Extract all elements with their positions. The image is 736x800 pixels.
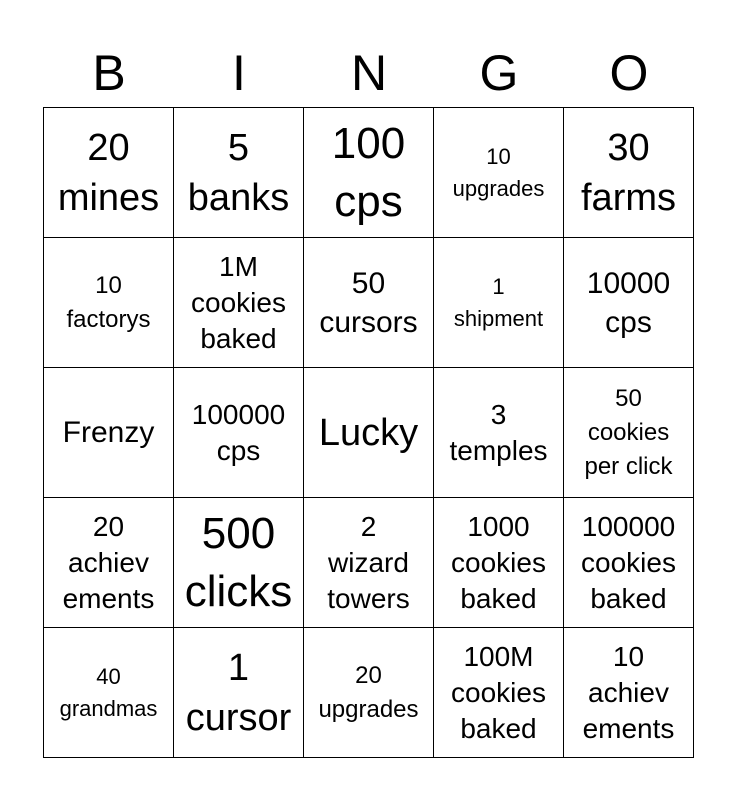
bingo-cell[interactable]: 1M cookies baked <box>174 238 304 368</box>
bingo-cell[interactable]: 100000 cps <box>174 368 304 498</box>
bingo-cell[interactable]: 100000 cookies baked <box>564 498 694 628</box>
bingo-cell[interactable]: Frenzy <box>44 368 174 498</box>
bingo-cell[interactable]: 1000 cookies baked <box>434 498 564 628</box>
bingo-cell[interactable]: 50 cursors <box>304 238 434 368</box>
bingo-cell[interactable]: 2 wizard towers <box>304 498 434 628</box>
bingo-cell[interactable]: 100M cookies baked <box>434 628 564 758</box>
bingo-cell[interactable]: 5 banks <box>174 108 304 238</box>
bingo-cell[interactable]: 1 shipment <box>434 238 564 368</box>
bingo-cell[interactable]: 3 temples <box>434 368 564 498</box>
header-letter-i: I <box>232 45 246 101</box>
header-letter-o: O <box>609 45 649 101</box>
bingo-cell[interactable]: 50 cookies per click <box>564 368 694 498</box>
header-letter-b: B <box>92 45 126 101</box>
bingo-cell[interactable]: 20 upgrades <box>304 628 434 758</box>
bingo-cell[interactable]: 10 upgrades <box>434 108 564 238</box>
bingo-cell[interactable]: 10000 cps <box>564 238 694 368</box>
bingo-cell[interactable]: 20 mines <box>44 108 174 238</box>
bingo-header <box>44 40 694 106</box>
bingo-cell[interactable]: 40 grandmas <box>44 628 174 758</box>
bingo-cell[interactable]: 500 clicks <box>174 498 304 628</box>
header-letter-n: N <box>350 45 388 101</box>
bingo-cell[interactable]: 10 achiev ements <box>564 628 694 758</box>
bingo-cell[interactable]: Lucky <box>304 368 434 498</box>
bingo-cell[interactable]: 1 cursor <box>174 628 304 758</box>
bingo-cell[interactable]: 10 factorys <box>44 238 174 368</box>
bingo-cell[interactable]: 20 achiev ements <box>44 498 174 628</box>
bingo-cell[interactable]: 30 farms <box>564 108 694 238</box>
bingo-card-grid <box>43 107 694 758</box>
header-letter-g: G <box>479 45 519 101</box>
bingo-cell[interactable]: 100 cps <box>304 108 434 238</box>
